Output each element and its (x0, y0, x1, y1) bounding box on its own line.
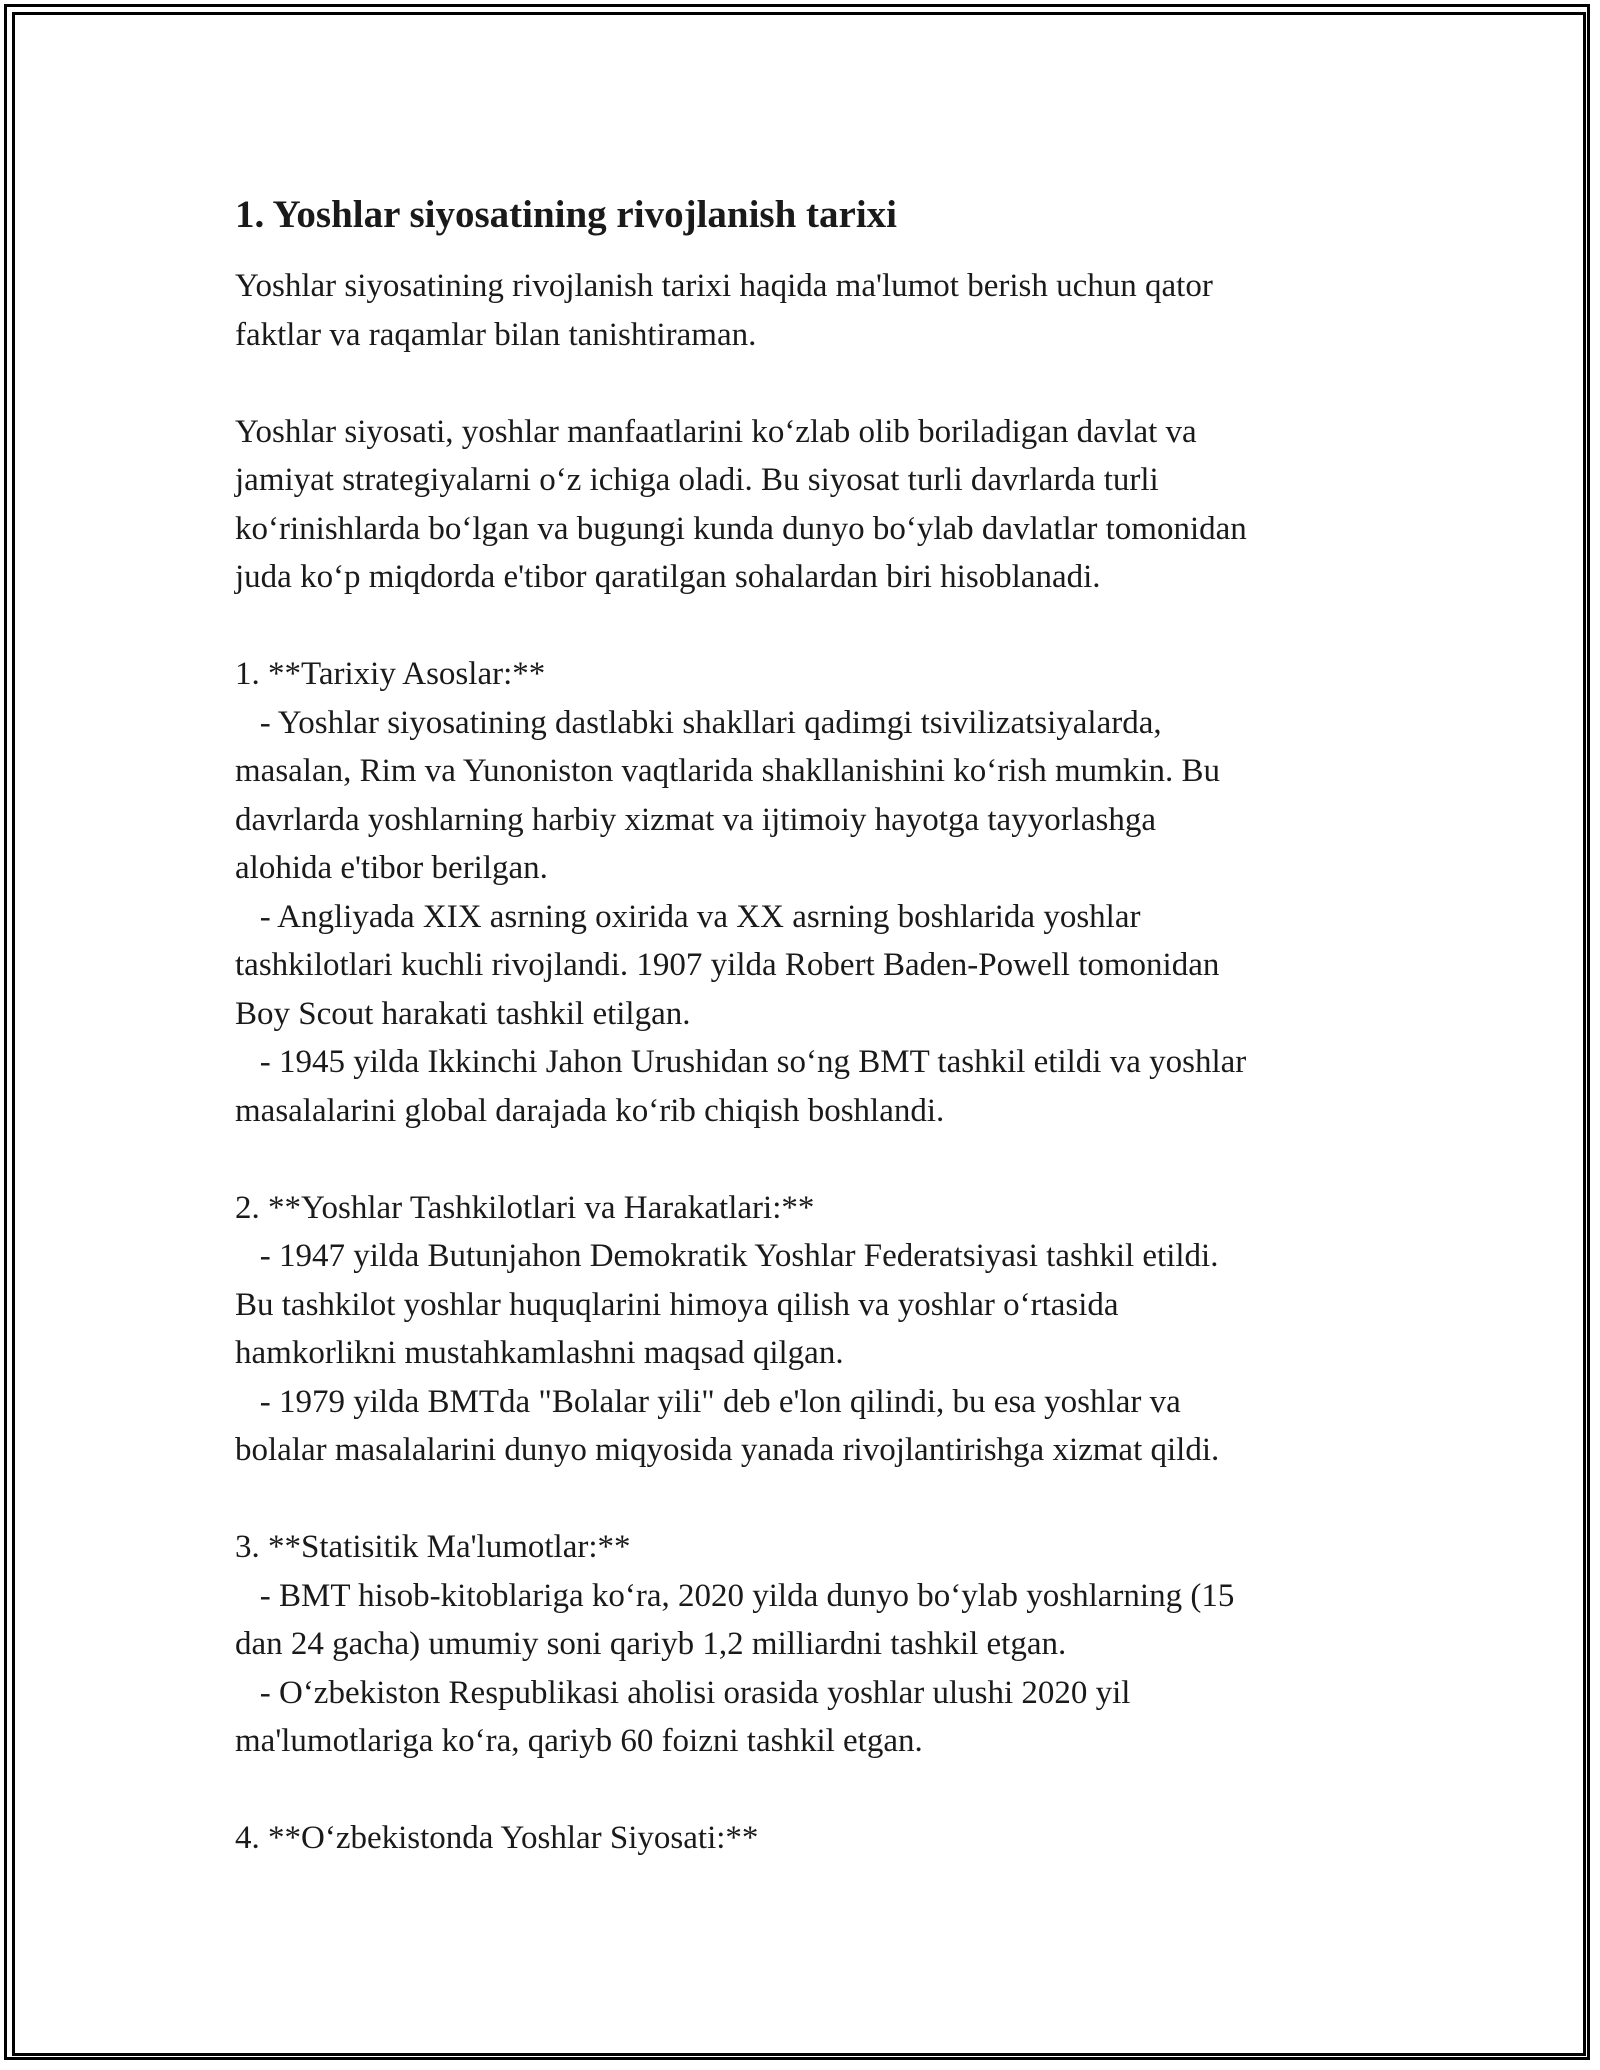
text-line: - 1947 yilda Butunjahon Demokratik Yoshlar Federatsiyasi tashkil etildi. (235, 1238, 1219, 1274)
text-line: Yoshlar siyosati, yoshlar manfaatlarini koʻzlab olib boriladigan davlat va (235, 413, 1197, 450)
section-heading: 3. **Statisitik Ma'lumotlar:** (235, 1529, 631, 1565)
text-line: juda koʻp miqdorda e'tibor qaratilgan sohalardan biri hisoblanadi. (235, 559, 1101, 595)
text-line: - 1945 yilda Ikkinchi Jahon Urushidan soʻng BMT tashkil etildi va yoshlar (235, 1044, 1247, 1080)
section-heading: 1. **Tarixiy Asoslar:** (235, 656, 546, 692)
text-line: tashkilotlari kuchli rivojlandi. 1907 yilda Robert Baden-Powell tomonidan (235, 947, 1220, 983)
text-line: jamiyat strategiyalarni oʻz ichiga oladi. Bu siyosat turli davrlarda turli (235, 462, 1159, 498)
text-line: bolalar masalalarini dunyo miqyosida yanada rivojlantirishga xizmat qildi. (235, 1432, 1220, 1468)
text-line: alohida e'tibor berilgan. (235, 850, 548, 886)
text-line: hamkorlikni mustahkamlashni maqsad qilgan. (235, 1335, 844, 1371)
text-line: Yoshlar siyosatining rivojlanish tarixi haqida ma'lumot berish uchun qator (235, 268, 1213, 304)
text-line: Bu tashkilot yoshlar huquqlarini himoya qilish va yoshlar oʻrtasida (235, 1286, 1119, 1323)
text-line: masalalarini global darajada koʻrib chiqish boshlandi. (235, 1092, 945, 1129)
paragraph-gap (235, 1475, 1385, 1524)
section-youth-organizations (235, 1184, 1385, 1475)
paragraph-gap (235, 602, 1385, 651)
paragraph-gap (235, 1766, 1385, 1815)
text-line: dan 24 gacha) umumiy soni qariyb 1,2 milliardni tashkil etgan. (235, 1626, 1067, 1662)
section-uzbekistan-policy (235, 1814, 1385, 1863)
document-title: 1. Yoshlar siyosatining rivojlanish tarixi (235, 193, 898, 236)
text-line: Boy Scout harakati tashkil etilgan. (235, 995, 691, 1032)
paragraph-gap (235, 359, 1385, 408)
document-page (235, 184, 1385, 1863)
text-line: - Oʻzbekiston Respublikasi aholisi orasida yoshlar ulushi 2020 yil (235, 1674, 1131, 1711)
intro-paragraph (235, 262, 1385, 359)
overview-paragraph (235, 408, 1385, 602)
text-line: - Yoshlar siyosatining dastlabki shakllari qadimgi tsivilizatsiyalarda, (235, 704, 1162, 741)
section-heading: 4. **Oʻzbekistonda Yoshlar Siyosati:** (235, 1820, 759, 1856)
text-line: faktlar va raqamlar bilan tanishtiraman. (235, 316, 757, 353)
text-line: masalan, Rim va Yunoniston vaqtlarida shakllanishini koʻrish mumkin. Bu (235, 753, 1221, 789)
text-line: - 1979 yilda BMTda "Bolalar yili" deb e'lon qilindi, bu esa yoshlar va (235, 1383, 1181, 1420)
text-line: davrlarda yoshlarning harbiy xizmat va ijtimoiy hayotga tayyorlashga (235, 801, 1156, 838)
section-heading: 2. **Yoshlar Tashkilotlari va Harakatlari:** (235, 1189, 815, 1226)
text-line: - Angliyada XIX asrning oxirida va XX asrning boshlarida yoshlar (235, 898, 1141, 935)
text-line: koʻrinishlarda boʻlgan va bugungi kunda dunyo boʻylab davlatlar tomonidan (235, 510, 1247, 547)
text-line: ma'lumotlariga koʻra, qariyb 60 foizni tashkil etgan. (235, 1723, 923, 1759)
paragraph-gap (235, 1135, 1385, 1184)
section-statistics (235, 1523, 1385, 1766)
section-historical-foundations (235, 650, 1385, 1135)
text-line: - BMT hisob-kitoblariga koʻra, 2020 yilda dunyo boʻylab yoshlarning (15 (235, 1577, 1235, 1614)
